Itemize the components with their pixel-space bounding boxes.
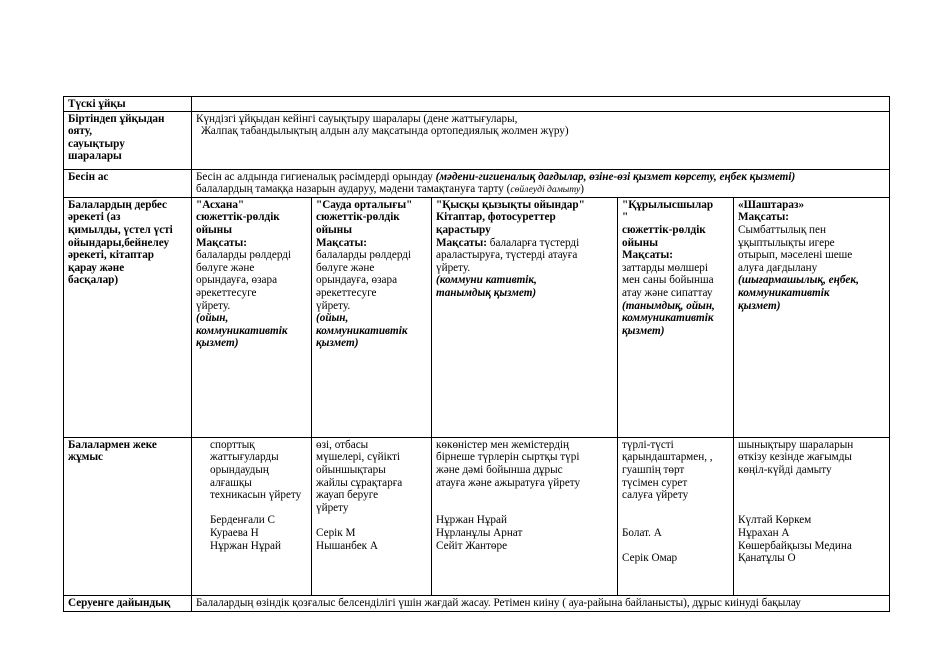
row-snack bbox=[64, 169, 890, 197]
child-name: Нұржан Нұрай bbox=[210, 539, 281, 552]
wake-label: Біртіндеп ұйқыдан ояту, сауықтыру шаралары bbox=[64, 111, 192, 169]
individual-cell-5: шынықтыру шараларын өткізу кезінде жағымды көңіл-күйді дамыту Күлтай Көркем Нұрахан А Көшербайқызы Медина Қанатұлы О bbox=[734, 437, 890, 595]
child-name: Болат. А bbox=[622, 526, 662, 539]
individual-cell-2: өзі, отбасы мүшелері, сүйікті ойыншықтары жайлы сұрақтарға жауап беруге үйрету Серік М Нышанбек А bbox=[312, 437, 432, 595]
child-name: Нұрланұлы Арнат bbox=[436, 526, 523, 539]
wake-content: Күндізгі ұйқыдан кейінгі сауықтыру шаралары (дене жаттығулары, Жалпақ табандылықтың алдын алу мақсатында ортопедиялық жолмен жүру) bbox=[192, 111, 890, 169]
individual-cell-1: спорттық жаттығуларды орындаудың алғашқы техникасын үйрету Берденғали С Кураева Н Нұржан Нұрай bbox=[192, 437, 312, 595]
activity-cell-builders: "Құрылысшылар " сюжеттік-рөлдік ойыны Мақсаты: заттарды мөлшері мен саны бойынша атау және сипаттау (танымдық, ойын, коммуникативтік қызмет) bbox=[618, 197, 734, 437]
child-name: Кураева Н bbox=[210, 526, 259, 539]
row-walk bbox=[64, 595, 890, 611]
daily-plan-table bbox=[63, 96, 890, 612]
child-name: Серік Омар bbox=[622, 552, 678, 565]
individual-label: Балалармен жеке жұмыс bbox=[64, 437, 192, 595]
individual-cell-3: көкөністер мен жемістердің бірнеше түрлерін сыртқы түрі және дәмі бойынша дұрыс атауға және ажыратуға үйрету Нұржан Нұрай Нұрланұлы Арнат Сейіт Жантөре bbox=[432, 437, 618, 595]
snack-content: Бесін ас алдында гигиеналық рәсімдерді орындау (мәдени-гигиеналық дағдылар, өзіне-өзі қызмет көрсету, еңбек қызметі) балалардың тамаққа назарын аударуу, мәдени тамақтануға тарту (сөйлеуді дамыту) bbox=[192, 169, 890, 197]
child-name: Нұрахан А bbox=[738, 526, 790, 539]
individual-cell-4: түрлі-түсті қарындаштармен, , гуашпің төрт түсімен сурет салуға үйрету Болат. А Серік Омар bbox=[618, 437, 734, 595]
activity-cell-kitchen: "Асхана" сюжеттік-рөлдік ойыны Мақсаты: балаларды рөлдерді бөлуге және орындауға, өзара әрекеттесуге үйрету. (ойын, коммуникативтік қызмет) bbox=[192, 197, 312, 437]
walk-content: Балалардың өзіндік қозғалыс белсенділігі үшін жағдай жасау. Ретімен киіну ( ауа-райына байланысты), дұрыс киінуді бақылау bbox=[192, 595, 890, 611]
nap-content bbox=[192, 97, 890, 112]
snack-label: Бесін ас bbox=[64, 169, 192, 197]
child-name: Берденғали С bbox=[210, 514, 275, 527]
child-name: Нұржан Нұрай bbox=[436, 514, 507, 527]
child-name: Көшербайқызы Медина bbox=[738, 539, 852, 552]
row-nap bbox=[64, 97, 890, 112]
child-name: Нышанбек А bbox=[316, 539, 378, 552]
child-name: Қанатұлы О bbox=[738, 552, 796, 565]
child-name: Серік М bbox=[316, 526, 356, 539]
child-name: Сейіт Жантөре bbox=[436, 539, 508, 552]
child-name: Күлтай Көркем bbox=[738, 514, 812, 527]
activity-cell-winter-games: "Қысқы қызықты ойындар" Кітаптар, фотосуреттер қарастыру Мақсаты: балаларға түстерді араластыруға, түстерді атауға үйрету. (коммуни кативтік, танымдық қызмет) bbox=[432, 197, 618, 437]
row-activity bbox=[64, 197, 890, 437]
activity-label: Балалардың дербес әрекеті (аз қимылды, үстел үсті ойындары,бейнелеу әрекеті, кітаптар қарау және басқалар) bbox=[64, 197, 192, 437]
activity-cell-shop: "Сауда орталығы" сюжеттік-рөлдік ойыны Мақсаты: балаларды рөлдерді бөлуге және орындауға, өзара әрекеттесуге үйрету. (ойын, коммуникативтік қызмет) bbox=[312, 197, 432, 437]
row-individual bbox=[64, 437, 890, 595]
activity-cell-barbershop: «Шаштараз» Мақсаты: Сымбаттылық пен ұқыптылықты игере отырып, мәселені шеше алуға дағдылану (шығармашылық, еңбек, коммуникативтік қызмет) bbox=[734, 197, 890, 437]
row-wake bbox=[64, 111, 890, 169]
walk-label: Серуенге дайындық bbox=[64, 595, 192, 611]
nap-label: Түскі ұйқы bbox=[64, 97, 192, 112]
